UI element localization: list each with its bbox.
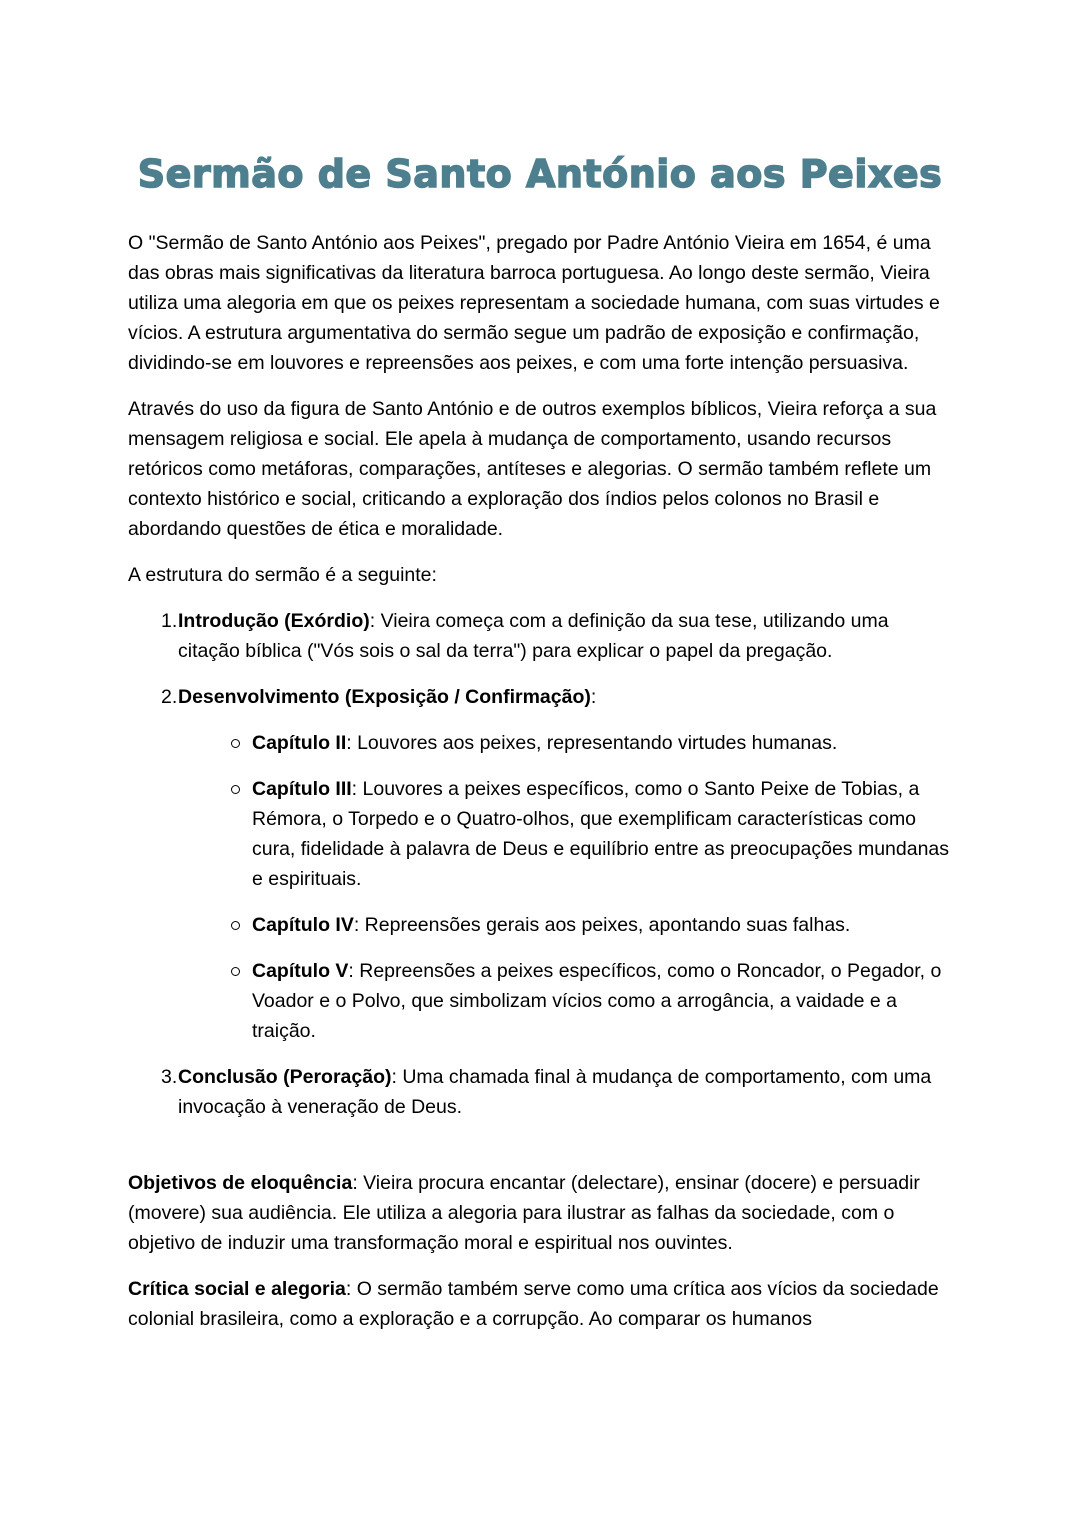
closing-lead: Crítica social e alegoria bbox=[128, 1278, 346, 1300]
item-text: : Uma chamada final à mudança de comportamento, com uma invocação à veneração de Deus. bbox=[178, 1066, 932, 1118]
hollow-bullet-icon bbox=[231, 967, 240, 976]
item-number: 1. bbox=[161, 610, 178, 632]
closing-text: : O sermão também serve como uma crítica aos vícios da sociedade colonial brasileira, como a exploração e a corrupção. Ao comparar os humanos bbox=[128, 1278, 939, 1330]
intro-paragraph-2: Através do uso da figura de Santo António e de outros exemplos bíblicos, Vieira reforça a sua mensagem religiosa e social. Ele apela à mudança de comportamento, usando recursos retóricos como metáforas, comparações, antíteses e alegorias. O sermão também reflete um contexto histórico e social, criticando a exploração dos índios pelos colonos no Brasil e abordando questões de ética e moralidade. bbox=[128, 398, 937, 540]
item-lead: Desenvolvimento (Exposição / Confirmação) bbox=[178, 686, 591, 708]
sub-item-text: : Louvores a peixes específicos, como o Santo Peixe de Tobias, a Rémora, o Torpedo e o Quatro-olhos, que exemplificam características como cura, fidelidade à palavra de Deus e equilíbrio entre as preocupações mundanas e espirituais. bbox=[252, 778, 950, 890]
sub-item-lead: Capítulo III bbox=[252, 778, 352, 800]
item-lead: Conclusão (Peroração) bbox=[178, 1066, 392, 1088]
closing-text: : Vieira procura encantar (delectare), ensinar (docere) e persuadir (movere) sua audiência. Ele utiliza a alegoria para ilustrar as falhas da sociedade, com o objetivo de induzir uma transformação moral e espiritual nos ouvintes. bbox=[128, 1172, 920, 1254]
sub-item-capitulo-v bbox=[128, 956, 952, 1046]
hollow-bullet-icon bbox=[231, 785, 240, 794]
sub-item-text: : Repreensões gerais aos peixes, apontando suas falhas. bbox=[353, 914, 851, 936]
numbered-item-conclusao bbox=[128, 1062, 952, 1122]
hollow-bullet-icon bbox=[231, 739, 240, 748]
item-number: 2. bbox=[161, 686, 178, 708]
sub-item-lead: Capítulo V bbox=[252, 960, 349, 982]
closing-paragraph-objetivos bbox=[128, 1168, 952, 1258]
numbered-item-introducao bbox=[128, 606, 952, 666]
closing-paragraph-critica bbox=[128, 1274, 952, 1334]
sub-item-capitulo-iv bbox=[128, 910, 952, 940]
item-text: : bbox=[590, 686, 597, 708]
structure-lead-in-paragraph: A estrutura do sermão é a seguinte: bbox=[128, 564, 437, 586]
document-title: Sermão de Santo António aos Peixes bbox=[137, 152, 943, 196]
item-number: 3. bbox=[161, 1066, 178, 1088]
intro-paragraph-1: O "Sermão de Santo António aos Peixes", pregado por Padre António Vieira em 1654, é uma das obras mais significativas da literatura barroca portuguesa. Ao longo deste sermão, Vieira utiliza uma alegoria em que os peixes representam a sociedade humana, com suas virtudes e vícios. A estrutura argumentativa do sermão segue um padrão de exposição e confirmação, dividindo-se em louvores e repreensões aos peixes, e com uma forte intenção persuasiva. bbox=[128, 232, 940, 374]
item-text: : Vieira começa com a definição da sua tese, utilizando uma citação bíblica ("Vós sois o sal da terra") para explicar o papel da pregação. bbox=[178, 610, 889, 662]
sub-item-capitulo-ii bbox=[128, 728, 952, 758]
sub-item-text: : Louvores aos peixes, representando virtudes humanas. bbox=[346, 732, 838, 754]
hollow-bullet-icon bbox=[231, 921, 240, 930]
closing-lead: Objetivos de eloquência bbox=[128, 1172, 353, 1194]
numbered-item-desenvolvimento bbox=[128, 682, 952, 712]
sub-item-lead: Capítulo II bbox=[252, 732, 347, 754]
sub-item-lead: Capítulo IV bbox=[252, 914, 354, 936]
sub-item-capitulo-iii bbox=[128, 774, 952, 894]
sub-item-text: : Repreensões a peixes específicos, como o Roncador, o Pegador, o Voador e o Polvo, que simbolizam vícios como a arrogância, a vaidade e a traição. bbox=[252, 960, 942, 1042]
item-lead: Introdução (Exórdio) bbox=[178, 610, 370, 632]
